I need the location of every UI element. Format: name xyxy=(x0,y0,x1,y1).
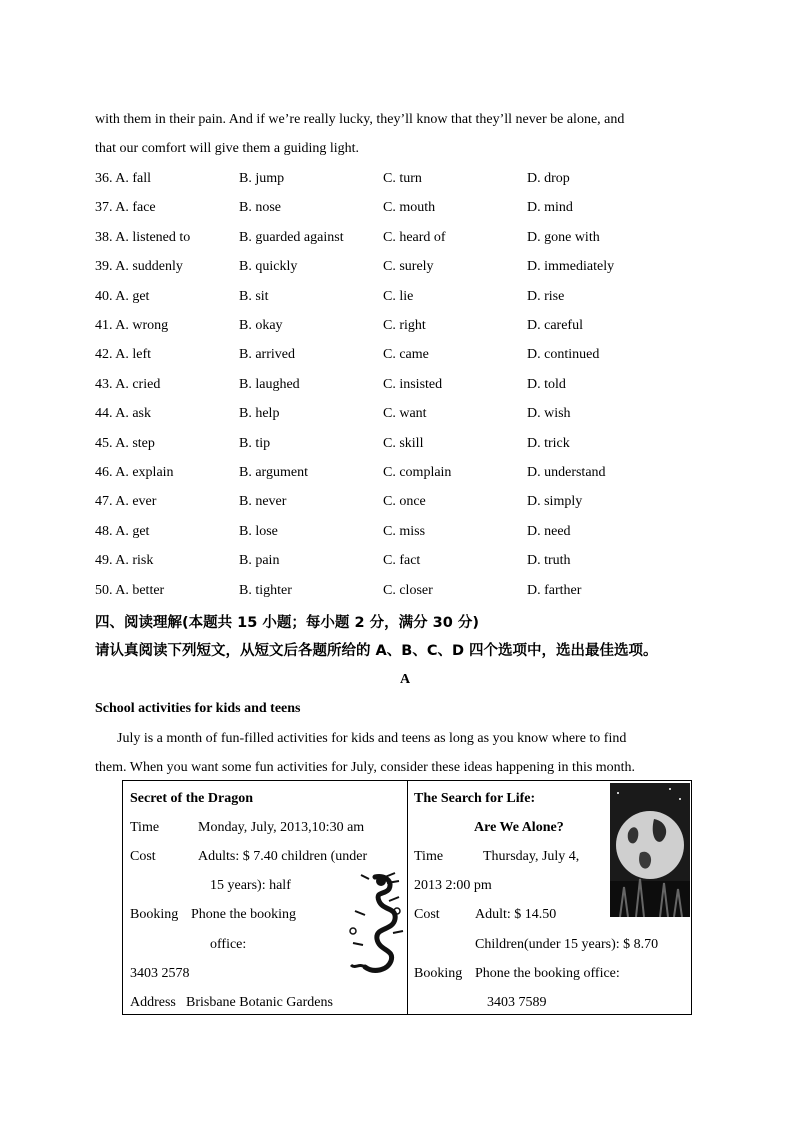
option-a: 39. A. suddenly xyxy=(95,259,183,275)
option-a: 36. A. fall xyxy=(95,171,151,186)
option-d: D. drop xyxy=(527,171,570,186)
option-d: D. gone with xyxy=(527,229,600,245)
option-b: B. laughed xyxy=(239,376,300,392)
passage-line-1: with them in their pain. And if we’re really lucky, they’ll know that they’ll never be alone, and xyxy=(95,112,625,127)
option-a: 41. A. wrong xyxy=(95,318,169,333)
option-a: 49. A. risk xyxy=(95,553,154,569)
option-c: C. skill xyxy=(383,435,424,451)
option-a: 42. A. left xyxy=(95,347,151,363)
option-c: C. fact xyxy=(383,553,421,569)
option-b: B. quickly xyxy=(239,259,298,275)
event-right-cost-value-2: Children(under 15 years): $ 8.70 xyxy=(475,937,659,952)
option-row xyxy=(95,583,695,603)
event-right-cost-label: Cost xyxy=(414,907,440,922)
passage-line-2: that our comfort will give them a guiding light. xyxy=(95,141,360,156)
option-c: C. came xyxy=(383,347,429,363)
option-row xyxy=(95,524,695,544)
option-c: C. want xyxy=(383,406,427,422)
option-row xyxy=(95,230,695,250)
option-b: B. argument xyxy=(239,465,308,480)
table-divider xyxy=(407,781,408,1014)
option-d: D. told xyxy=(527,376,566,392)
option-d: D. understand xyxy=(527,465,606,480)
option-d: D. immediately xyxy=(527,259,615,275)
option-row xyxy=(95,465,695,485)
option-b: B. pain xyxy=(239,553,280,569)
option-c: C. insisted xyxy=(383,376,443,392)
article-paragraph-line-2: them. When you want some fun activities for July, consider these ideas happening in this month. xyxy=(95,760,636,775)
event-left-title: Secret of the Dragon xyxy=(130,791,253,806)
event-right-phone: 3403 7589 xyxy=(487,995,547,1010)
option-row xyxy=(95,318,695,338)
passage-letter: A xyxy=(400,672,411,687)
option-d: D. truth xyxy=(527,553,571,569)
event-left-booking-value: Phone the booking xyxy=(191,907,296,922)
option-d: D. simply xyxy=(527,494,583,510)
event-left-phone: 3403 2578 xyxy=(130,966,190,981)
option-c: C. complain xyxy=(383,465,452,480)
event-left-cost-value: Adults: $ 7.40 children (under xyxy=(198,849,368,864)
option-d: D. need xyxy=(527,523,571,539)
option-a: 48. A. get xyxy=(95,523,150,539)
event-right-title-1: The Search for Life: xyxy=(414,791,536,806)
option-d: D. wish xyxy=(527,406,571,422)
article-title: School activities for kids and teens xyxy=(95,701,301,716)
option-row xyxy=(95,347,695,367)
option-d: D. careful xyxy=(527,318,583,333)
event-left-address-value: Brisbane Botanic Gardens xyxy=(186,995,333,1010)
event-left-time-value: Monday, July, 2013,10:30 am xyxy=(198,820,365,835)
option-b: B. sit xyxy=(239,288,269,304)
option-c: C. miss xyxy=(383,523,426,539)
option-b: B. lose xyxy=(239,523,278,539)
option-b: B. jump xyxy=(239,171,285,186)
option-row xyxy=(95,171,695,191)
event-left-address-label: Address xyxy=(130,995,176,1010)
article-paragraph-line-1: July is a month of fun-filled activities for kids and teens as long as you know where to find xyxy=(117,731,627,746)
section-instruction: 请认真阅读下列短文，从短文后各题所给的 A、B、C、D 四个选项中，选出最佳选项。 xyxy=(95,643,658,659)
option-a: 40. A. get xyxy=(95,288,150,304)
option-c: C. heard of xyxy=(383,229,446,245)
option-d: D. farther xyxy=(527,582,582,598)
option-a: 43. A. cried xyxy=(95,376,161,392)
option-a: 38. A. listened to xyxy=(95,229,191,245)
option-c: C. surely xyxy=(383,259,434,275)
event-left-booking-label: Booking xyxy=(130,907,179,922)
option-c: C. lie xyxy=(383,288,414,304)
option-b: B. nose xyxy=(239,200,281,216)
option-a: 44. A. ask xyxy=(95,406,151,422)
event-left-cost-value-2: 15 years): half xyxy=(210,878,291,893)
option-c: C. turn xyxy=(383,171,422,186)
option-row xyxy=(95,289,695,309)
event-left-cost-label: Cost xyxy=(130,849,156,864)
event-left-booking-value-2: office: xyxy=(210,937,247,952)
option-a: 37. A. face xyxy=(95,200,156,216)
event-right-cost-value: Adult: $ 14.50 xyxy=(475,907,557,922)
option-a: 50. A. better xyxy=(95,582,165,598)
option-b: B. tighter xyxy=(239,582,292,598)
option-d: D. trick xyxy=(527,435,570,451)
event-right-time-label: Time xyxy=(414,849,444,864)
option-row xyxy=(95,259,695,279)
option-b: B. help xyxy=(239,406,280,422)
option-b: B. guarded against xyxy=(239,229,344,245)
option-d: D. continued xyxy=(527,347,600,363)
dragon-illustration xyxy=(345,871,405,979)
option-row xyxy=(95,406,695,426)
events-table xyxy=(122,780,692,1015)
event-left-time-label: Time xyxy=(130,820,160,835)
event-right-time-value-2: 2013 2:00 pm xyxy=(414,878,492,893)
option-a: 46. A. explain xyxy=(95,465,174,480)
option-b: B. arrived xyxy=(239,347,295,363)
event-right-title-2: Are We Alone? xyxy=(474,820,564,835)
option-c: C. mouth xyxy=(383,200,436,216)
option-row xyxy=(95,494,695,514)
option-row xyxy=(95,436,695,456)
option-c: C. right xyxy=(383,318,426,333)
option-d: D. mind xyxy=(527,200,573,216)
option-a: 47. A. ever xyxy=(95,494,157,510)
space-globe-photo xyxy=(610,783,690,917)
option-d: D. rise xyxy=(527,288,565,304)
option-b: B. never xyxy=(239,494,287,510)
option-row xyxy=(95,377,695,397)
section-heading: 四、阅读理解(本题共 15 小题；每小题 2 分，满分 30 分) xyxy=(95,615,479,631)
option-b: B. tip xyxy=(239,435,271,451)
option-row xyxy=(95,200,695,220)
option-c: C. once xyxy=(383,494,426,510)
option-b: B. okay xyxy=(239,318,283,333)
option-a: 45. A. step xyxy=(95,435,155,451)
event-right-booking-value: Phone the booking office: xyxy=(475,966,620,981)
option-c: C. closer xyxy=(383,582,433,598)
option-row xyxy=(95,553,695,573)
event-right-booking-label: Booking xyxy=(414,966,463,981)
event-right-time-value: Thursday, July 4, xyxy=(483,849,580,864)
